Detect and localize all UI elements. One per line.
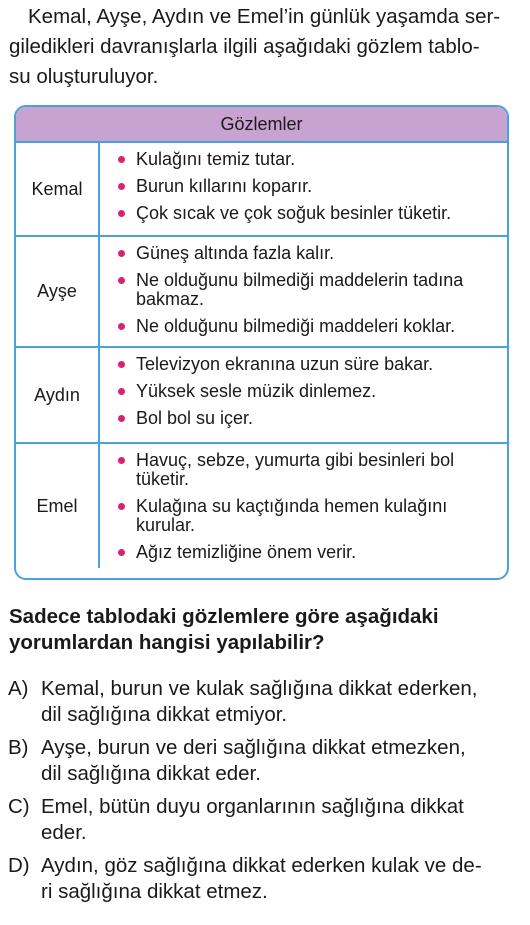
list-item bbox=[118, 244, 499, 263]
list-item bbox=[118, 355, 499, 374]
item-text: Kulağına su kaçtığında hemen kulağını bbox=[136, 496, 448, 516]
item-text: Burun kıllarını koparır. bbox=[136, 176, 313, 196]
option-text: Aydın, göz sağlığına dikkat ederken kulak ve de- bbox=[41, 854, 482, 877]
intro-line: Kemal, Ayşe, Aydın ve Emel’in günlük yaşamda ser- bbox=[28, 5, 501, 28]
item-text: tüketir. bbox=[136, 469, 190, 489]
list-item bbox=[118, 543, 499, 562]
observation-list bbox=[100, 143, 507, 235]
item-text: Ne olduğunu bilmediği maddelerin tadına bbox=[136, 270, 464, 290]
option-text: eder. bbox=[41, 821, 87, 844]
bullet-icon bbox=[118, 415, 125, 422]
option-letter: A) bbox=[8, 677, 29, 700]
intro-line: giledikleri davranışlarla ilgili aşağıdaki gözlem tablo- bbox=[9, 35, 480, 58]
item-text: Yüksek sesle müzik dinlemez. bbox=[136, 381, 377, 401]
option-c[interactable] bbox=[8, 794, 522, 846]
observation-list bbox=[100, 237, 507, 346]
list-item bbox=[118, 271, 499, 309]
item-text: Kulağını temiz tutar. bbox=[136, 149, 296, 169]
list-item bbox=[118, 317, 499, 336]
option-letter: D) bbox=[8, 854, 30, 877]
bullet-icon bbox=[118, 457, 125, 464]
bullet-icon bbox=[118, 323, 125, 330]
row-name: Emel bbox=[16, 444, 100, 568]
item-text: bakmaz. bbox=[136, 289, 205, 309]
intro-paragraph bbox=[9, 2, 521, 92]
bullet-icon bbox=[118, 388, 125, 395]
list-item bbox=[118, 497, 499, 535]
option-a[interactable] bbox=[8, 676, 522, 728]
list-item bbox=[118, 204, 499, 223]
answer-options bbox=[8, 676, 522, 912]
observation-table bbox=[14, 105, 509, 580]
item-text: kurular. bbox=[136, 515, 196, 535]
option-letter: C) bbox=[8, 795, 30, 818]
item-text: Televizyon ekranına uzun süre bakar. bbox=[136, 354, 434, 374]
row-name: Aydın bbox=[16, 348, 100, 442]
table-header: Gözlemler bbox=[16, 107, 507, 143]
list-item bbox=[118, 177, 499, 196]
question-line: Sadece tablodaki gözlemlere göre aşağıdaki bbox=[9, 605, 439, 628]
row-name: Ayşe bbox=[16, 237, 100, 346]
option-text: Emel, bütün duyu organlarının sağlığına dikkat bbox=[41, 795, 464, 818]
table-row-aydin bbox=[16, 348, 507, 444]
bullet-icon bbox=[118, 277, 125, 284]
option-b[interactable] bbox=[8, 735, 522, 787]
observation-list bbox=[100, 444, 507, 568]
option-text: Kemal, burun ve kulak sağlığına dikkat ederken, bbox=[41, 677, 478, 700]
list-item bbox=[118, 451, 499, 489]
bullet-icon bbox=[118, 156, 125, 163]
row-name: Kemal bbox=[16, 143, 100, 235]
bullet-icon bbox=[118, 503, 125, 510]
option-text: Ayşe, burun ve deri sağlığına dikkat etmezken, bbox=[41, 736, 466, 759]
table-row-kemal bbox=[16, 143, 507, 237]
bullet-icon bbox=[118, 549, 125, 556]
list-item bbox=[118, 409, 499, 428]
item-text: Ağız temizliğine önem verir. bbox=[136, 542, 357, 562]
item-text: Bol bol su içer. bbox=[136, 408, 254, 428]
option-d[interactable] bbox=[8, 853, 522, 905]
table-row-emel bbox=[16, 444, 507, 568]
item-text: Çok sıcak ve çok soğuk besinler tüketir. bbox=[136, 203, 452, 223]
bullet-icon bbox=[118, 210, 125, 217]
option-text: ri sağlığına dikkat etmez. bbox=[41, 880, 268, 903]
question-line: yorumlardan hangisi yapılabilir? bbox=[9, 631, 325, 654]
bullet-icon bbox=[118, 250, 125, 257]
item-text: Ne olduğunu bilmediği maddeleri koklar. bbox=[136, 316, 456, 336]
intro-line: su oluşturuluyor. bbox=[9, 65, 159, 88]
item-text: Havuç, sebze, yumurta gibi besinleri bol bbox=[136, 450, 455, 470]
observation-list bbox=[100, 348, 507, 442]
bullet-icon bbox=[118, 361, 125, 368]
bullet-icon bbox=[118, 183, 125, 190]
list-item bbox=[118, 382, 499, 401]
option-letter: B) bbox=[8, 736, 29, 759]
question-stem bbox=[9, 604, 521, 656]
list-item bbox=[118, 150, 499, 169]
table-row-ayse bbox=[16, 237, 507, 348]
item-text: Güneş altında fazla kalır. bbox=[136, 243, 335, 263]
option-text: dil sağlığına dikkat eder. bbox=[41, 762, 261, 785]
option-text: dil sağlığına dikkat etmiyor. bbox=[41, 703, 288, 726]
